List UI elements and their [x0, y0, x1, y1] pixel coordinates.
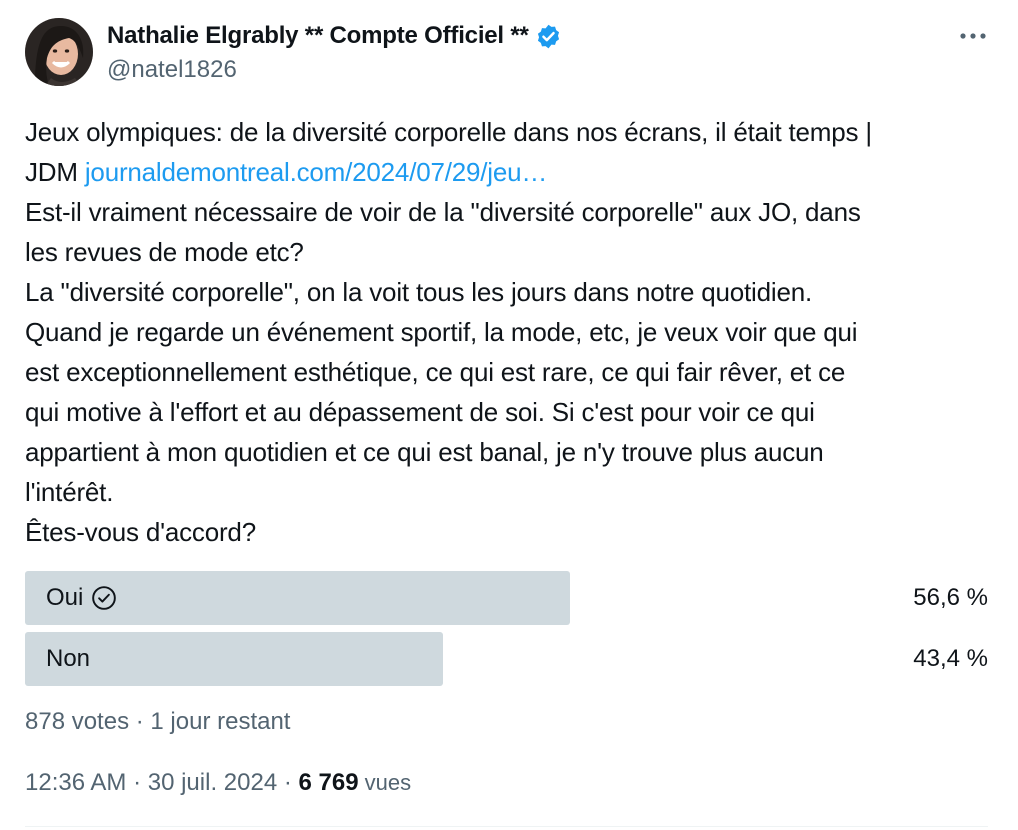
tweet-text-line: qui motive à l'effort et au dépassement de soi. Si c'est pour voir ce qui — [25, 397, 815, 427]
tweet-text-line-with-link — [25, 152, 995, 192]
tweet-text-prefix: JDM — [25, 157, 85, 187]
tweet-text-line: est exceptionnellement esthétique, ce qui est rare, ce qui fair rêver, et ce — [25, 357, 846, 387]
tweet-text-line: Jeux olympiques: de la diversité corporelle dans nos écrans, il était temps | — [25, 117, 872, 147]
poll-option-percent: 43,4 % — [913, 645, 988, 672]
divider — [25, 826, 988, 827]
poll-meta: 878 votes · 1 jour restant — [25, 708, 291, 735]
timestamp-link[interactable]: 12:36 AM · 30 juil. 2024 · — [25, 769, 299, 796]
tweet-text — [25, 112, 995, 552]
poll-option-non — [25, 632, 988, 686]
tweet-text-line: l'intérêt. — [25, 477, 114, 507]
poll-option-text: Non — [46, 645, 91, 672]
author-handle[interactable]: @natel1826 — [107, 56, 237, 83]
avatar-image — [25, 18, 93, 86]
tweet-text-line: Quand je regarde un événement sportif, la mode, etc, je veux voir que qui — [25, 317, 858, 347]
article-link[interactable]: journaldemontreal.com/2024/07/29/jeu… — [84, 157, 548, 187]
tweet-text-line: Est-il vraiment nécessaire de voir de la "diversité corporelle" aux JO, dans — [25, 197, 861, 227]
author-name-row[interactable] — [107, 20, 562, 52]
tweet-text-line: appartient à mon quotidien et ce qui est banal, je n'y trouve plus aucun — [25, 437, 824, 467]
avatar[interactable] — [25, 18, 93, 86]
poll-option-text: Oui — [46, 584, 84, 611]
poll-option-percent: 56,6 % — [913, 584, 988, 611]
tweet-text-line: La "diversité corporelle", on la voit tous les jours dans notre quotidien. — [25, 277, 812, 307]
more-horizontal-icon[interactable] — [956, 24, 990, 48]
views-label: vues — [358, 770, 412, 795]
poll-option-oui — [25, 571, 988, 625]
author-display-name[interactable]: Nathalie Elgrably ** Compte Officiel ** — [107, 22, 529, 49]
tweet-text-line: Êtes-vous d'accord? — [25, 517, 256, 547]
verified-badge-icon[interactable] — [535, 23, 562, 50]
check-circle-icon — [91, 585, 117, 611]
views-count: 6 769 — [298, 769, 359, 796]
poll-option-label — [46, 632, 90, 686]
tweet-text-line: les revues de mode etc? — [25, 237, 304, 267]
poll-option-label — [46, 571, 117, 625]
timestamp-row — [25, 769, 411, 797]
